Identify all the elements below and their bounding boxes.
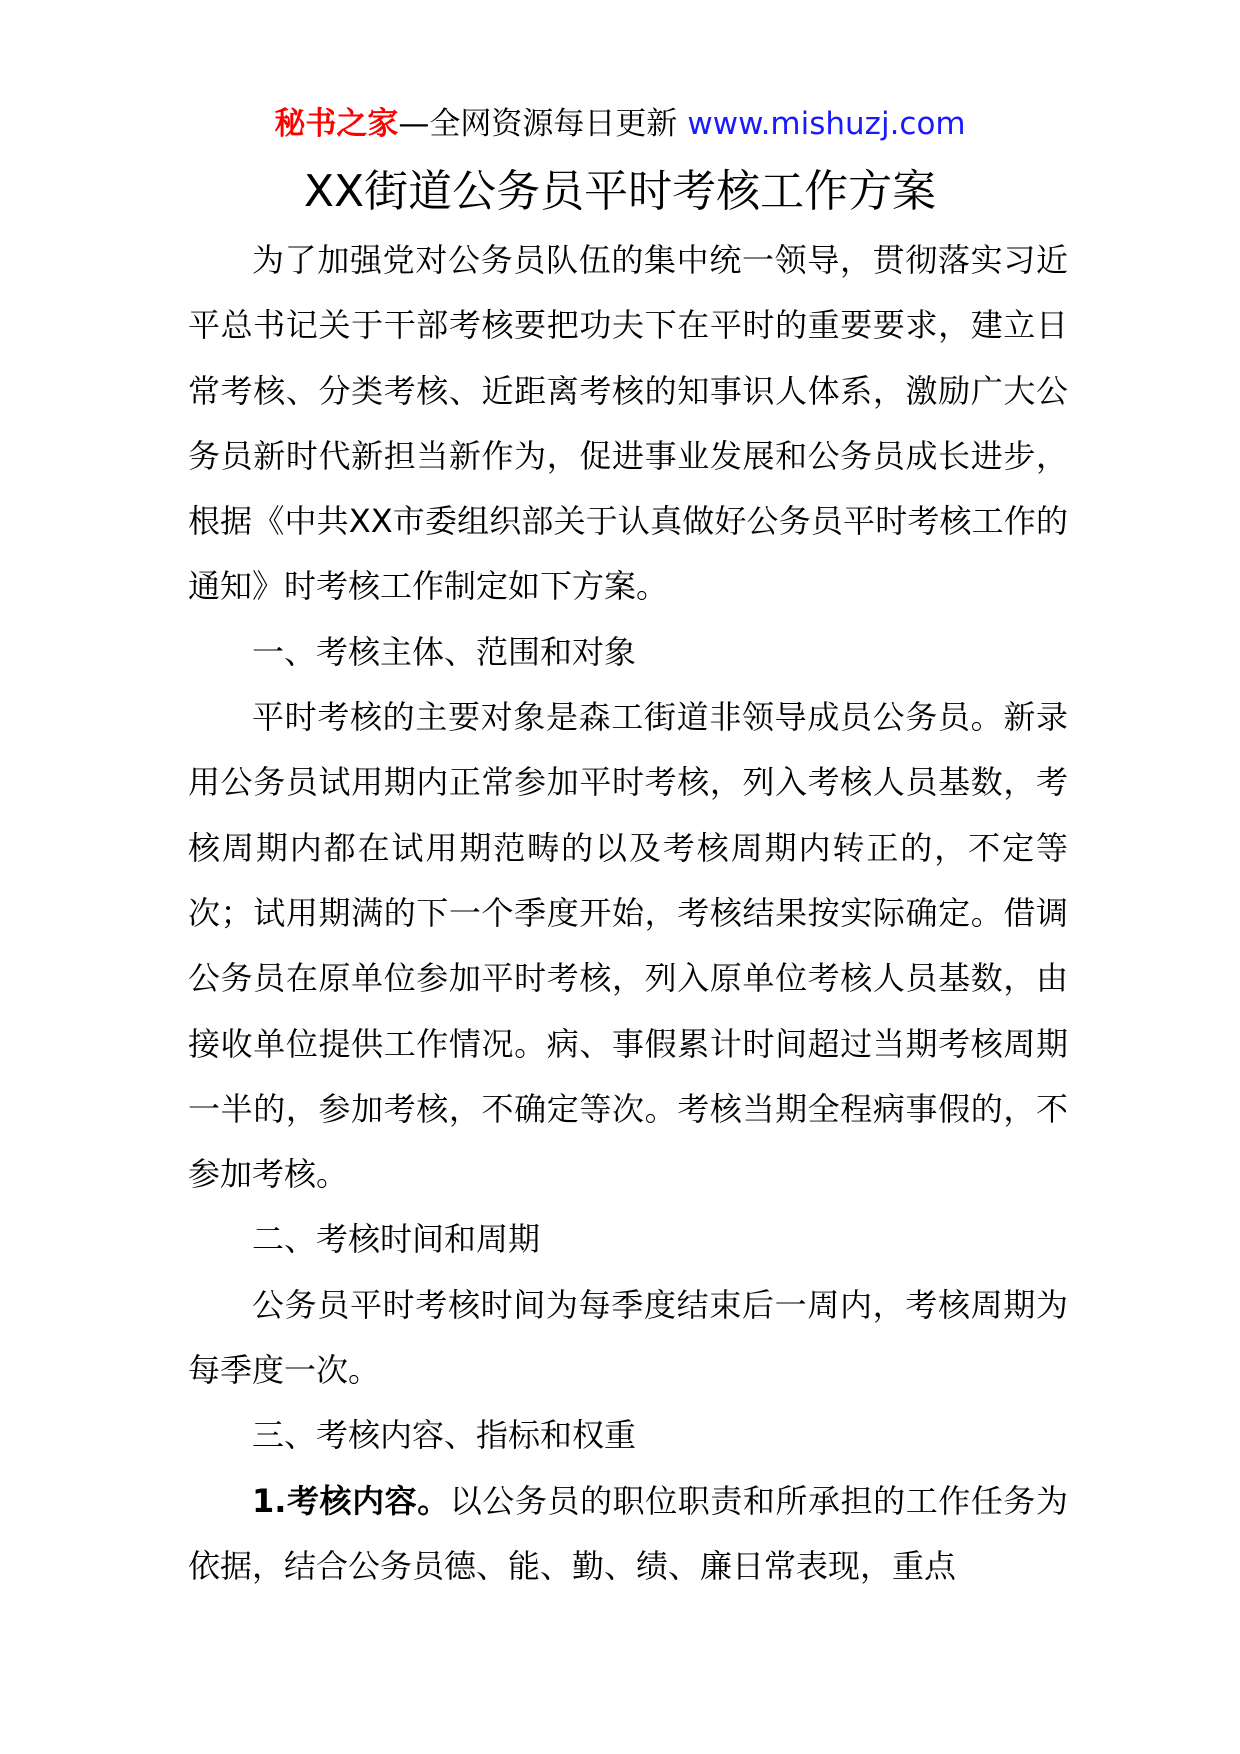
site-header: [0, 102, 1240, 146]
header-slogan: —全网资源每日更新: [398, 106, 678, 142]
document-body: [188, 228, 1068, 1599]
document-title: XX街道公务员平时考核工作方案: [303, 166, 937, 217]
section-heading-2: 二、考核时间和周期: [252, 1220, 541, 1259]
item-paragraph-1: [188, 1469, 1068, 1600]
item-text-1: 以公务员的职位职责和所承担的工作任务为依据，结合公务员德、能、勤、绩、廉日常表现，重点: [188, 1481, 1068, 1585]
section-heading-3: 三、考核内容、指标和权重: [252, 1416, 637, 1455]
intro-paragraph: 为了加强党对公务员队伍的集中统一领导，贯彻落实习近平总书记关于干部考核要把功夫下在平时的重要要求，建立日常考核、分类考核、近距离考核的知事识人体系，激励广大公务员新时代新担当新作为，促进事业发展和公务员成长进步，根据《中共XX市委组织部关于认真做好公务员平时考核工作的通知》时考核工作制定如下方案。: [188, 241, 1068, 606]
section-paragraph-1: 平时考核的主要对象是森工街道非领导成员公务员。新录用公务员试用期内正常参加平时考核，列入考核人员基数，考核周期内都在试用期范畴的以及考核周期内转正的，不定等次；试用期满的下一个季度开始，考核结果按实际确定。借调公务员在原单位参加平时考核，列入原单位考核人员基数，由接收单位提供工作情况。病、事假累计时间超过当期考核周期一半的，参加考核，不确定等次。考核当期全程病事假的，不参加考核。: [188, 698, 1068, 1194]
item-lead-1: 1.考核内容。: [252, 1481, 450, 1520]
section-paragraph-2: 公务员平时考核时间为每季度结束后一周内，考核周期为每季度一次。: [188, 1285, 1068, 1390]
section-heading-1: 一、考核主体、范围和对象: [252, 632, 637, 671]
site-link[interactable]: www.mishuzj.com: [687, 106, 966, 142]
brand-name: 秘书之家: [274, 106, 399, 142]
